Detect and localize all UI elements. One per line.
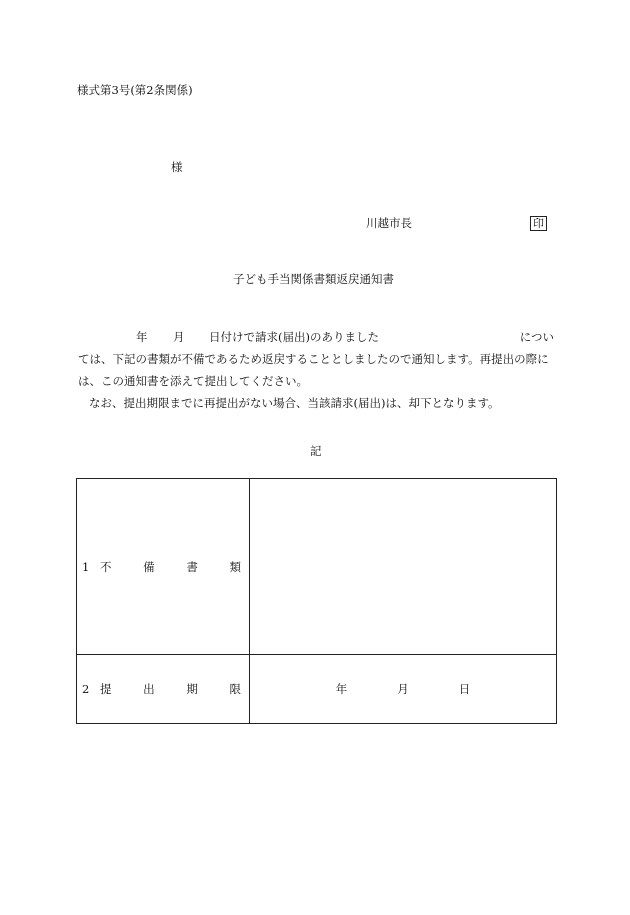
document-title: 子ども手当関係書類返戻通知書 [233,272,394,286]
body-line-1 [78,326,554,348]
body-paragraph [78,326,554,414]
table-row [77,479,557,655]
deadline-month: 月 [397,682,409,696]
deadline-label-cell [77,655,250,724]
label-char: 書 [186,559,198,574]
record-table [76,478,557,724]
deficient-documents-label-cell [77,479,250,655]
label-char: 出 [143,682,155,696]
form-number: 様式第3号(第2条関係) [77,83,193,97]
label-char: 提 [100,682,112,696]
deadline-day: 日 [458,682,471,696]
row-number: 1 [82,559,90,574]
label-char: 期 [186,682,198,696]
regarding-text: につい [519,330,554,344]
label-char: 類 [229,559,241,574]
month-label: 月 [173,330,185,344]
deadline-value-cell [250,655,557,724]
body-line-3: は、この通知書を添えて提出してください。 [78,374,308,388]
request-text: 日付けで請求(届出)のありました [209,330,379,344]
year-label: 年 [136,330,148,344]
table-row [77,655,557,724]
sender-title: 川越市長 [366,216,412,230]
body-line-4: なお、提出期限までに再提出がない場合、当該請求(届出)は、却下となります。 [89,396,500,410]
deficient-documents-value-cell [250,479,557,655]
row-number: 2 [82,682,90,696]
addressee-suffix: 様 [171,160,183,174]
deadline-year: 年 [335,682,348,696]
label-char: 限 [229,682,241,696]
label-char: 備 [143,559,155,574]
seal-mark: 印 [530,216,547,231]
ki-heading: 記 [310,444,322,458]
body-line-2: ては、下記の書類が不備であるため返戻することとしましたので通知します。再提出の際に [78,352,549,366]
label-char: 不 [100,559,112,574]
